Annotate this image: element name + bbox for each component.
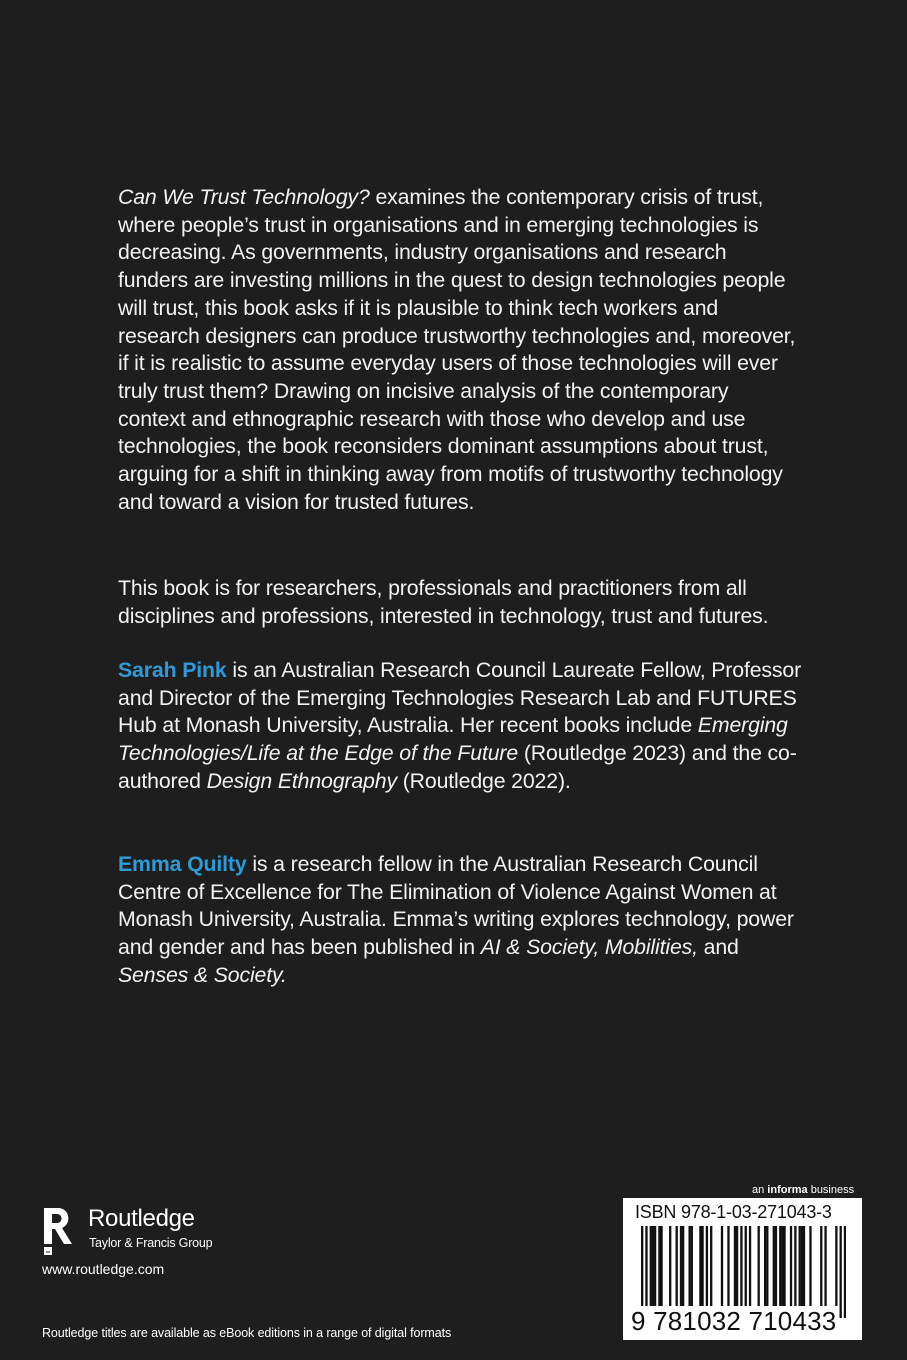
barcode-bar [779, 1226, 781, 1306]
barcode-bar [758, 1226, 760, 1306]
journal-reference: AI & Society, Mobilities, [480, 935, 698, 960]
barcode-bar [645, 1226, 647, 1318]
barcode-bar [745, 1226, 747, 1318]
audience-paragraph: This book is for researchers, professionals and practitioners from all disciplines and professions, interested in technology, trust and futures. [118, 576, 769, 628]
barcode-bar [680, 1226, 682, 1306]
bio-text: and [697, 935, 739, 960]
publisher-group: Taylor & Francis Group [89, 1236, 213, 1250]
informa-suffix: business [807, 1184, 855, 1196]
barcode-bar [781, 1226, 783, 1306]
barcode-bar [809, 1226, 811, 1306]
barcode-bar [764, 1226, 766, 1306]
informa-brand: informa [767, 1184, 808, 1196]
author-name-pink: Sarah Pink [118, 658, 227, 682]
ebook-note: Routledge titles are available as eBook editions in a range of digital formats [42, 1326, 452, 1340]
barcode-bar [641, 1226, 643, 1318]
barcode-bar [650, 1226, 652, 1306]
author-bio-quilty [118, 851, 808, 990]
publisher-website: www.routledge.com [42, 1261, 165, 1277]
isbn-text: ISBN 978-1-03-271043-3 [635, 1202, 832, 1222]
barcode-bar [749, 1226, 751, 1306]
barcode-bar [835, 1226, 837, 1306]
barcode-bar [790, 1226, 792, 1306]
barcode-bar [840, 1226, 842, 1318]
book-reference: Emerging Technologies/Life at the Edge of the Future [118, 713, 788, 766]
barcode-bar [660, 1226, 662, 1306]
barcode-bar [721, 1226, 723, 1306]
barcode-bar [734, 1226, 736, 1306]
barcode-bar [669, 1226, 671, 1306]
isbn-barcode [623, 1198, 862, 1340]
description-paragraph [118, 184, 798, 516]
barcode-bar [824, 1226, 826, 1306]
barcode-bar [676, 1226, 678, 1306]
barcode-bar [699, 1226, 701, 1306]
bio-text: (Routledge 2023) and the co-authored [118, 741, 797, 793]
book-title: Can We Trust Technology? [118, 185, 370, 209]
bio-text: (Routledge 2022). [396, 768, 571, 793]
barcode-bar [799, 1226, 801, 1306]
barcode-bar [801, 1226, 803, 1306]
barcode-bar [820, 1226, 822, 1306]
author-bio-pink [118, 657, 808, 796]
publisher-logo [42, 1204, 242, 1256]
publisher-name: Routledge [88, 1205, 195, 1232]
author-name-quilty: Emma Quilty [118, 852, 247, 876]
barcode-bar [682, 1226, 684, 1306]
barcode-bar [710, 1226, 712, 1306]
informa-prefix: an [752, 1184, 768, 1196]
barcode-bar [794, 1226, 796, 1306]
barcode-bar [803, 1226, 805, 1306]
barcode-bar [654, 1226, 656, 1306]
barcode-bar [688, 1226, 690, 1306]
description-text: examines the contemporary crisis of trust, where people’s trust in organisations and in emerging technologies is decreasing. As governments, industry organisations and research funders are investing millions in the quest to design technologies people will trust, this book asks if it is plausible to think tech workers and research designers can produce trustworthy technologies and, moreover, if it is realistic to assume everyday users of those technologies will ever truly trust them? Drawing on incisive analysis of the contemporary context and ethnographic research with those who develop and use technologies, the book reconsiders dominant assumptions about trust, arguing for a shift in thinking away from motifs of trustworthy technology and toward a vision for trusted futures. [118, 185, 796, 514]
barcode-digits: 9 781032 710433 [631, 1306, 837, 1336]
barcode-bar [652, 1226, 654, 1306]
barcode-bar [691, 1226, 693, 1306]
barcode-bar [783, 1226, 785, 1306]
barcode-bar [727, 1226, 729, 1306]
barcode-bar [766, 1226, 768, 1306]
barcode-bar [740, 1226, 742, 1318]
barcode-bar [736, 1226, 738, 1306]
informa-tagline [752, 1184, 854, 1196]
barcode-bar [701, 1226, 703, 1306]
barcode-bar [773, 1226, 775, 1306]
book-reference: Design Ethnography [206, 768, 397, 793]
barcode-bar [844, 1226, 846, 1318]
bio-text: is a research fellow in the Australian Research Council Centre of Excellence for The Elimination of Violence Against Women at Monash University, Australia. Emma’s writing explores technology, power and gender and has been published in [118, 852, 794, 960]
barcode-bars [641, 1226, 846, 1318]
barcode-bar [658, 1226, 660, 1306]
routledge-r-icon [42, 1204, 76, 1256]
bio-text: is an Australian Research Council Laureate Fellow, Professor and Director of the Emerging Technologies Research Lab and FUTURES Hub at Monash University, Australia. Her recent books include [118, 658, 802, 738]
barcode-bar [706, 1226, 708, 1306]
barcode-bar [775, 1226, 777, 1306]
journal-reference: Senses & Society. [118, 962, 287, 987]
